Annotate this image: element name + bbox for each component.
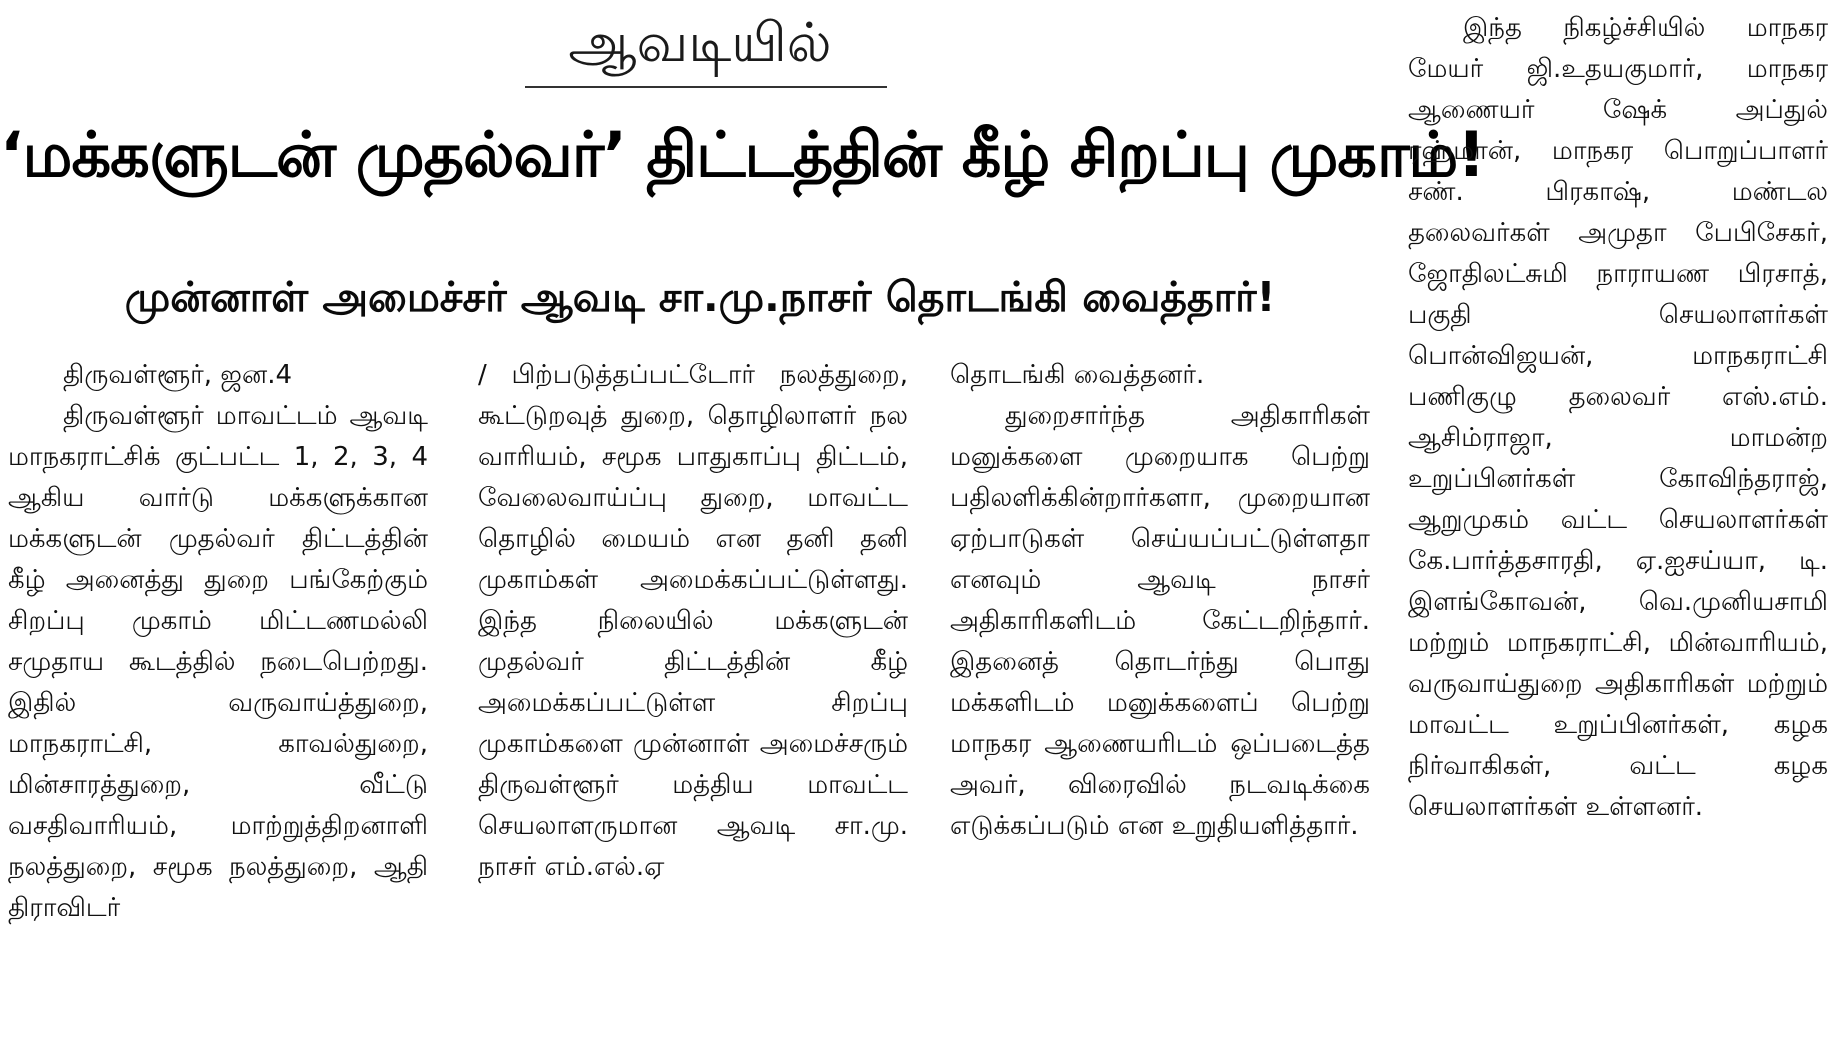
kicker-underline [525, 86, 887, 88]
column-1-paragraph-1: திருவள்ளூர் மாவட்டம் ஆவடி மாநகராட்சிக் குட்பட்ட 1, 2, 3, 4 ஆகிய வார்டு மக்களுக்கான மக்களுடன் முதல்வர் திட்டத்தின் கீழ் அனைத்து துறை பங்கேற்கும் சிறப்பு முகாம் மிட்டணமல்லி சமுதாய கூடத்தில் நடைபெற்றது. இதில் வருவாய்த்துறை, மாநகராட்சி, காவல்துறை, மின்சாரத்துறை, வீட்டு வசதிவாரியம், மாற்றுத்திறனாளி நலத்துறை, சமூக நலத்துறை, ஆதி திராவிடர் [8, 401, 428, 923]
column-3-paragraph-2: துறைசார்ந்த அதிகாரிகள் மனுக்களை முறையாக பெற்று பதிலளிக்கின்றார்களா, முறையான ஏற்பாடுகள் செய்யப்பட்டுள்ளதா எனவும் ஆவடி நாசர் அதிகாரிகளிடம் கேட்டறிந்தார். இதனைத் தொடர்ந்து பொது மக்களிடம் மனுக்களைப் பெற்று மாநகர ஆணையரிடம் ஒப்படைத்த அவர், விரைவில் நடவடிக்கை எடுக்கப்படும் என உறுதியளித்தார். [950, 401, 1370, 841]
column-3-paragraph-1: தொடங்கி வைத்தனர். [950, 360, 1205, 390]
column-2-paragraph-1: / பிற்படுத்தப்பட்டோர் நலத்துறை, கூட்டுறவுத் துறை, தொழிலாளர் நல வாரியம், சமூக பாதுகாப்பு திட்டம், வேலைவாய்ப்பு துறை, மாவட்ட தொழில் மையம் என தனி தனி முகாம்கள் அமைக்கப்பட்டுள்ளது. இந்த நிலையில் மக்களுடன் முதல்வர் திட்டத்தின் கீழ் அமைக்கப்பட்டுள்ள சிறப்பு முகாம்களை முன்னாள் அமைச்சரும் திருவள்ளூர் மத்திய மாவட்ட செயலாளருமான ஆவடி சா.மு. நாசர் எம்.எல்.ஏ [478, 360, 908, 882]
column-4-paragraph-1: இந்த நிகழ்ச்சியில் மாநகர மேயர் ஜி.உதயகுமார், மாநகர ஆணையர் ஷேக் அப்துல் ரஹ்மான், மாநகர பொறுப்பாளர் சண். பிரகாஷ், மண்டல தலைவர்கள் அமுதா பேபிசேகர், ஜோதிலட்சுமி நாராயண பிரசாத், பகுதி செயலாளர்கள் பொன்விஜயன், மாநகராட்சி பணிகுழு தலைவர் எஸ்.எம். ஆசிம்ராஜா, மாமன்ற உறுப்பினர்கள் கோவிந்தராஜ், ஆறுமுகம் வட்ட செயலாளர்கள் கே.பார்த்தசாரதி, ஏ.ஐசய்யா, டி. இளங்கோவன், வெ.முனியசாமி மற்றும் மாநகராட்சி, மின்வாரியம், வருவாய்துறை அதிகாரிகள் மற்றும் மாவட்ட உறுப்பினர்கள், கழக நிர்வாகிகள், வட்ட கழக செயலாளர்கள் உள்ளனர். [1408, 13, 1828, 822]
article-headline: ‘மக்களுடன் முதல்வர்’ திட்டத்தின் கீழ் சிறப்பு முகாம்! [0, 118, 1485, 191]
article-column-1 [8, 355, 428, 929]
article-dateline: திருவள்ளூர், ஜன.4 [63, 360, 292, 390]
article-kicker: ஆவடியில் [568, 11, 832, 74]
article-column-3 [950, 355, 1370, 847]
article-column-2 [478, 355, 908, 888]
article-subheadline: முன்னாள் அமைச்சர் ஆவடி சா.மு.நாசர் தொடங்கி வைத்தார்! [124, 273, 1276, 321]
article-column-4 [1408, 8, 1828, 828]
